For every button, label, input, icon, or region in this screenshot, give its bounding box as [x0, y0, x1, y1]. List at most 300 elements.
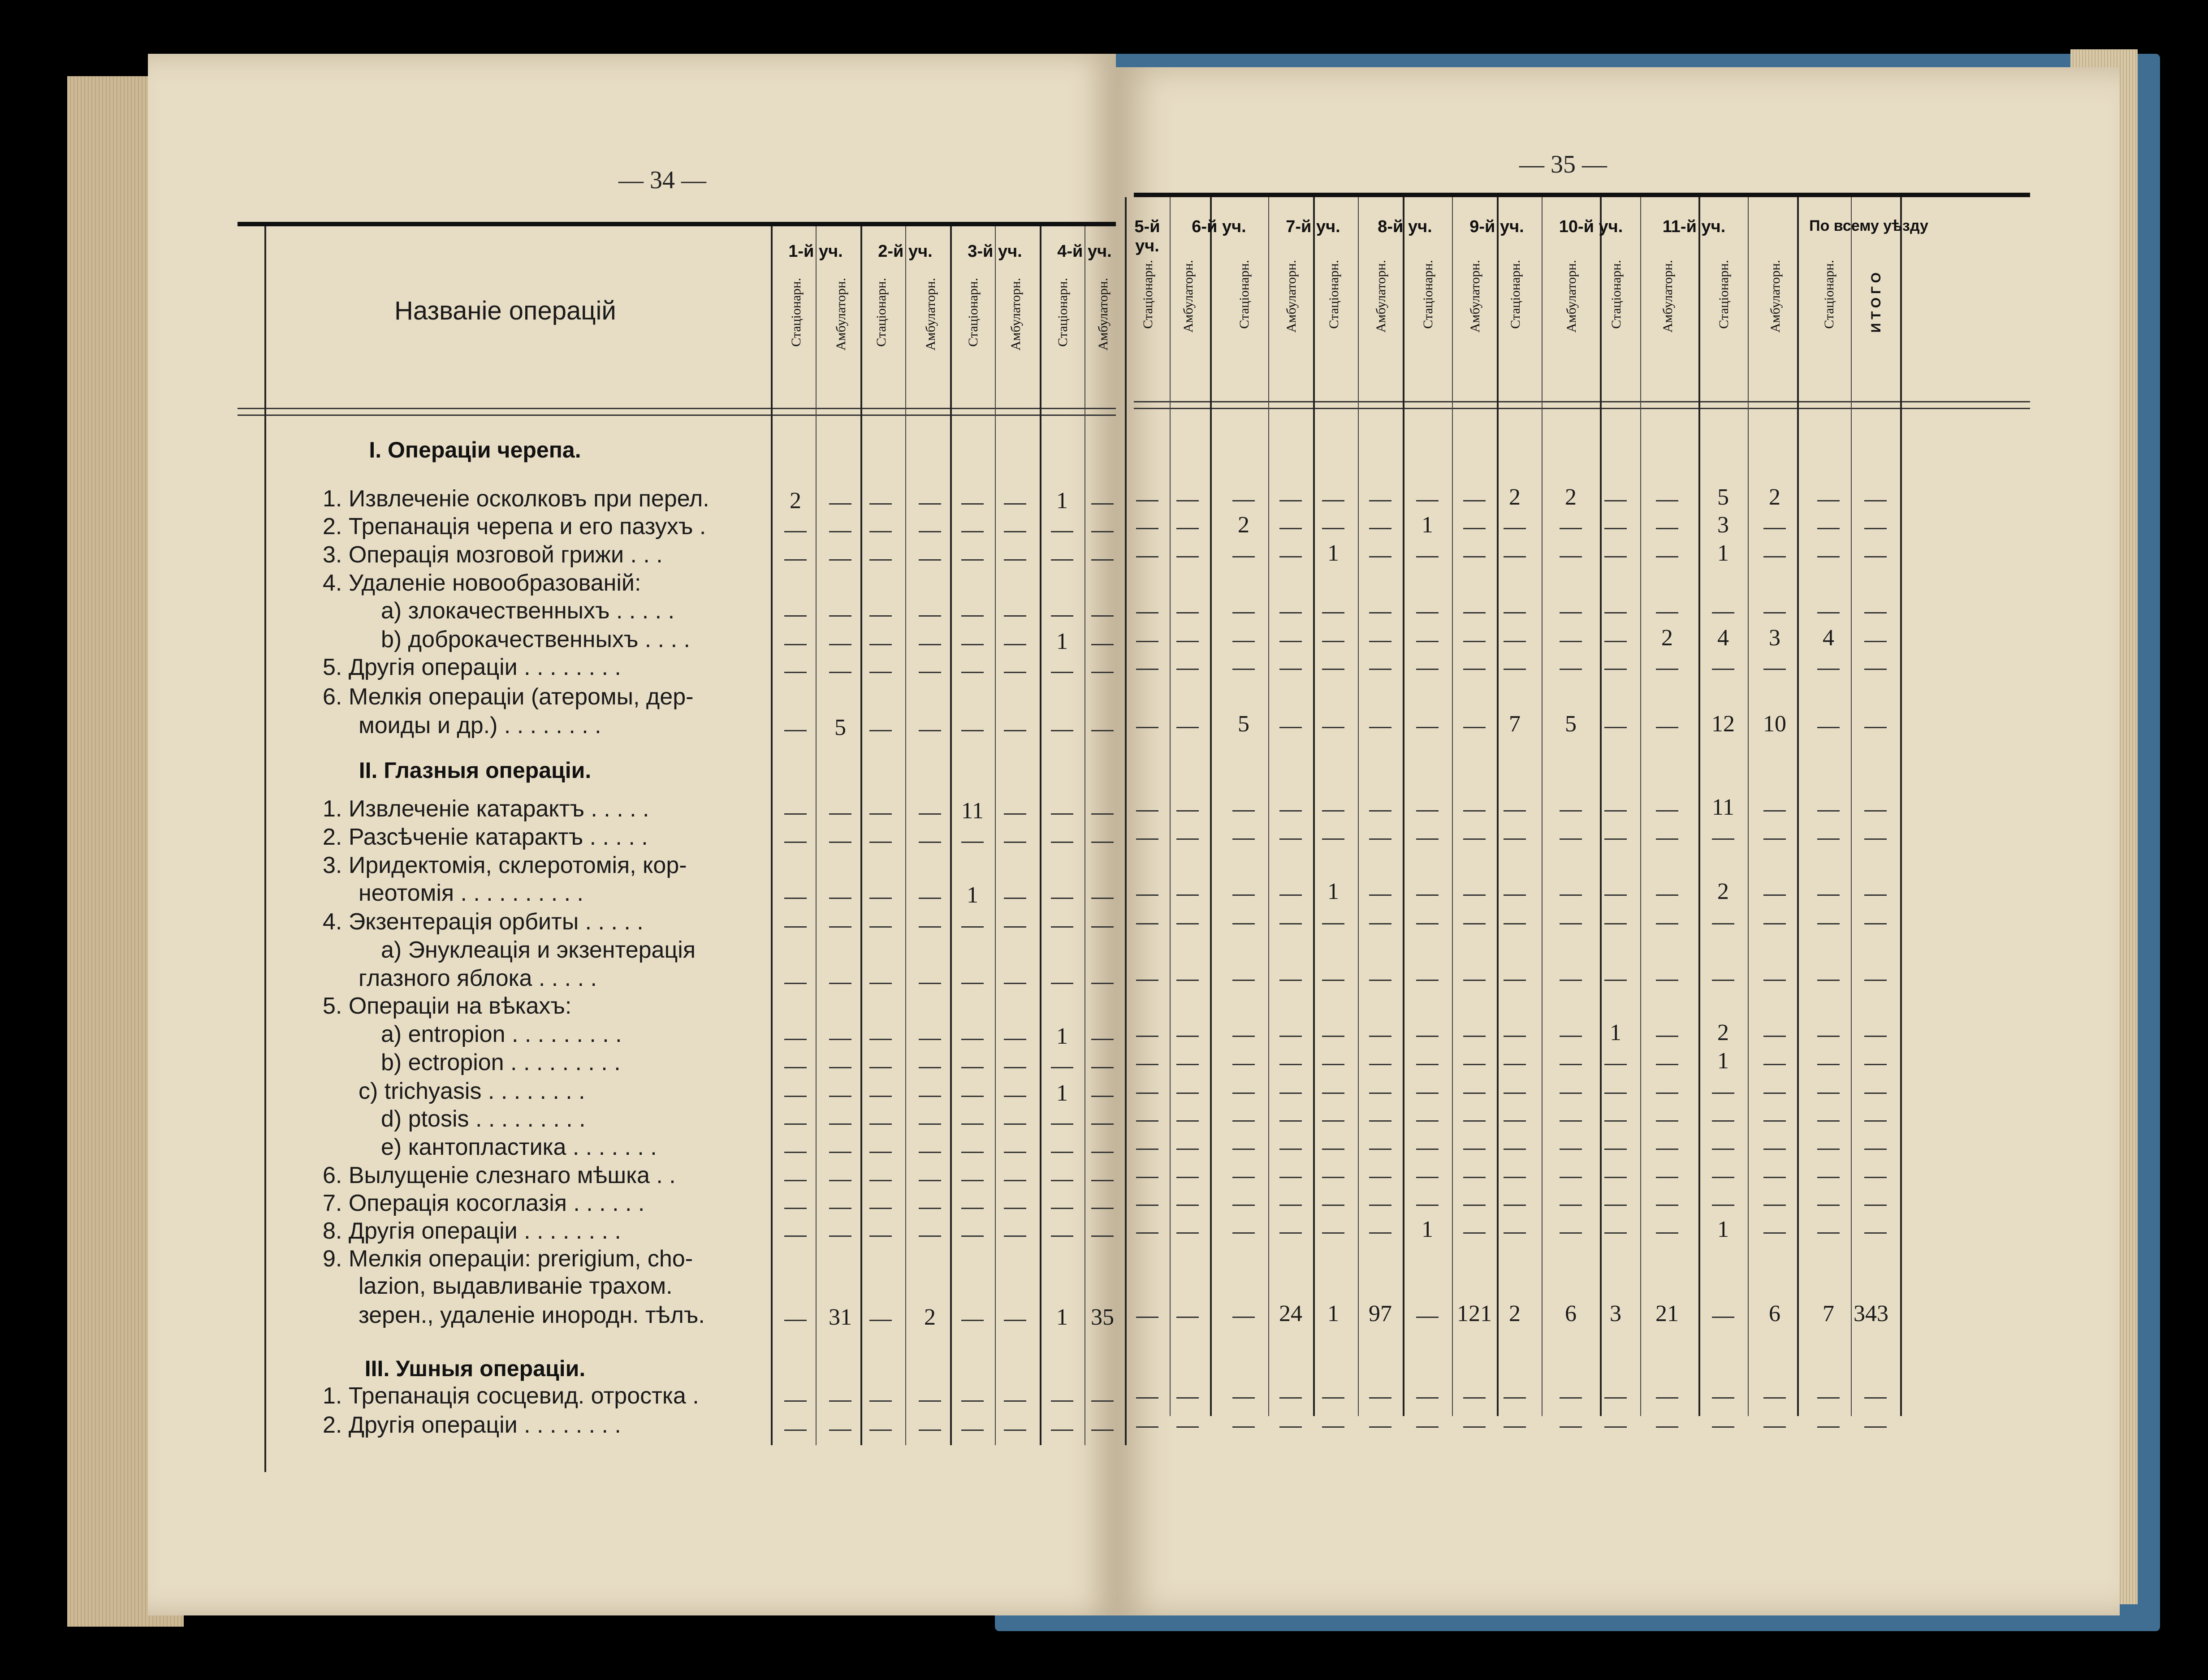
empty-cell — [1560, 1205, 1582, 1206]
empty-cell — [1136, 923, 1158, 924]
empty-cell — [1504, 1036, 1526, 1037]
operation-label: b) доброкачественныхъ . . . . — [381, 626, 690, 652]
empty-cell — [1091, 1430, 1114, 1431]
empty-cell — [919, 926, 941, 928]
empty-cell — [1091, 926, 1114, 928]
data-cell: 1 — [1056, 488, 1068, 514]
empty-cell — [1232, 669, 1255, 670]
empty-cell — [1091, 1400, 1114, 1402]
empty-cell — [1322, 1205, 1344, 1206]
empty-cell — [1232, 1397, 1255, 1399]
empty-cell — [961, 672, 984, 673]
empty-cell — [1051, 983, 1073, 984]
empty-cell — [919, 1067, 941, 1068]
data-cell: 2 — [1769, 484, 1780, 510]
empty-cell — [1604, 1149, 1627, 1150]
empty-cell — [919, 559, 941, 561]
empty-cell — [1604, 528, 1627, 529]
column-rule — [1797, 197, 1799, 1416]
empty-cell — [1864, 1232, 1887, 1234]
empty-cell — [1604, 500, 1627, 501]
empty-cell — [1176, 838, 1199, 840]
empty-cell — [1763, 1205, 1786, 1206]
data-cell: 4 — [1823, 625, 1834, 651]
empty-cell — [1279, 727, 1302, 728]
empty-cell — [1712, 1205, 1734, 1206]
empty-cell — [1232, 1120, 1255, 1122]
empty-cell — [1560, 1397, 1582, 1399]
empty-cell — [1176, 1317, 1199, 1318]
empty-cell — [829, 926, 851, 928]
empty-cell — [1504, 528, 1526, 529]
data-cell: 1 — [1422, 1217, 1433, 1242]
empty-cell — [1322, 641, 1344, 642]
empty-cell — [1463, 1232, 1486, 1234]
district-header: По всему уѣзду — [1809, 217, 1928, 234]
empty-cell — [1817, 1093, 1840, 1094]
data-cell: 1 — [967, 882, 978, 908]
empty-cell — [1416, 1149, 1439, 1150]
empty-cell — [1232, 1426, 1255, 1428]
empty-cell — [1232, 1036, 1255, 1037]
empty-cell — [1763, 1036, 1786, 1037]
column-rule — [1170, 197, 1171, 1416]
empty-cell — [1322, 669, 1344, 670]
empty-cell — [1176, 1177, 1199, 1178]
empty-cell — [1604, 1120, 1627, 1122]
district-header: 11-й уч. — [1662, 217, 1726, 236]
empty-cell — [1176, 641, 1199, 642]
empty-cell — [1176, 556, 1199, 557]
empty-cell — [784, 531, 807, 532]
operation-label: 7. Операція косоглазія . . . . . . — [323, 1190, 645, 1216]
operation-label: а) Энуклеація и экзентерація — [381, 937, 696, 963]
empty-cell — [1864, 556, 1887, 557]
empty-cell — [1560, 1177, 1582, 1178]
operation-label: 9. Мелкія операціи: prerigium, cho- — [323, 1246, 693, 1272]
empty-cell — [1232, 612, 1255, 613]
operation-label: b) ectropion . . . . . . . . . — [381, 1049, 621, 1075]
operation-label: а) entropion . . . . . . . . . — [381, 1021, 622, 1047]
empty-cell — [1091, 1152, 1114, 1153]
empty-cell — [1322, 1177, 1344, 1178]
empty-cell — [784, 898, 807, 899]
empty-cell — [1463, 1093, 1486, 1094]
data-cell: 35 — [1091, 1304, 1114, 1330]
data-cell: 2 — [1717, 879, 1729, 904]
district-header: 2-й уч. — [878, 242, 933, 261]
empty-cell — [1232, 894, 1255, 896]
empty-cell — [919, 1123, 941, 1125]
empty-cell — [1712, 1177, 1734, 1178]
total-cell: 343 — [1854, 1301, 1888, 1326]
empty-cell — [1504, 1093, 1526, 1094]
empty-cell — [1463, 556, 1486, 557]
empty-cell — [1369, 1232, 1391, 1234]
column-rule — [860, 226, 862, 1445]
empty-cell — [1051, 898, 1073, 899]
empty-cell — [869, 1180, 892, 1181]
empty-cell — [1504, 1205, 1526, 1206]
empty-cell — [1416, 641, 1439, 642]
operation-label: с) trichyasis . . . . . . . . — [359, 1078, 585, 1104]
operation-label: 4. Удаленіе новообразованій: — [323, 570, 641, 596]
empty-cell — [1004, 1400, 1026, 1402]
district-header: 8-й уч. — [1378, 217, 1432, 236]
empty-cell — [919, 1208, 941, 1209]
empty-cell — [1279, 1426, 1302, 1428]
operation-label: 2. Трепанація черепа и его пазухъ . — [323, 514, 706, 540]
data-cell: 2 — [790, 488, 801, 514]
ambulatory-label: Амбулаторн. — [1374, 260, 1388, 333]
empty-cell — [1560, 612, 1582, 613]
empty-cell — [1817, 612, 1840, 613]
column-rule — [1358, 197, 1359, 1416]
empty-cell — [1463, 980, 1486, 981]
empty-cell — [829, 1039, 851, 1040]
column-rule — [1210, 197, 1212, 1416]
empty-cell — [1416, 1093, 1439, 1094]
empty-cell — [1560, 894, 1582, 896]
stationary-label: Стаціонарн. — [1716, 260, 1731, 329]
empty-cell — [1763, 1397, 1786, 1399]
empty-cell — [919, 983, 941, 984]
operation-label: d) ptosis . . . . . . . . . — [381, 1106, 586, 1132]
empty-cell — [1763, 612, 1786, 613]
empty-cell — [1051, 1123, 1073, 1125]
empty-cell — [784, 672, 807, 673]
empty-cell — [1712, 1093, 1734, 1094]
empty-cell — [961, 559, 984, 561]
empty-cell — [1763, 923, 1786, 924]
empty-cell — [919, 1152, 941, 1153]
data-cell: 1 — [1422, 512, 1433, 538]
empty-cell — [1817, 1120, 1840, 1122]
empty-cell — [829, 1152, 851, 1153]
empty-cell — [1322, 1397, 1344, 1399]
empty-cell — [1864, 1205, 1887, 1206]
empty-cell — [1712, 1426, 1734, 1428]
empty-cell — [1763, 669, 1786, 670]
empty-cell — [1656, 1120, 1678, 1122]
column-rule — [771, 226, 773, 1445]
empty-cell — [1560, 923, 1582, 924]
operation-label: 1. Извлеченіе осколковъ при перел. — [323, 486, 709, 512]
empty-cell — [1864, 727, 1887, 728]
empty-cell — [1004, 730, 1026, 731]
empty-cell — [1504, 641, 1526, 642]
empty-cell — [1864, 1093, 1887, 1094]
empty-cell — [1051, 531, 1073, 532]
empty-cell — [961, 644, 984, 645]
empty-cell — [869, 1320, 892, 1321]
empty-cell — [1763, 1232, 1786, 1234]
empty-cell — [1604, 838, 1627, 840]
empty-cell — [1322, 1120, 1344, 1122]
empty-cell — [1279, 894, 1302, 896]
empty-cell — [1504, 923, 1526, 924]
district-header: 10-й уч. — [1559, 217, 1623, 236]
empty-cell — [1369, 1064, 1391, 1065]
empty-cell — [1864, 1120, 1887, 1122]
empty-cell — [1763, 810, 1786, 812]
data-cell: 2 — [924, 1304, 936, 1330]
data-cell: 1 — [1056, 1024, 1068, 1049]
data-cell: 21 — [1655, 1301, 1679, 1326]
empty-cell — [1004, 1235, 1026, 1237]
empty-cell — [919, 1180, 941, 1181]
empty-cell — [1763, 528, 1786, 529]
district-header: 5-й уч. — [1134, 217, 1160, 255]
header-rule-2 — [238, 415, 1116, 416]
empty-cell — [1136, 1036, 1158, 1037]
empty-cell — [1176, 669, 1199, 670]
empty-cell — [1656, 1149, 1678, 1150]
empty-cell — [1763, 1426, 1786, 1428]
empty-cell — [1279, 1064, 1302, 1065]
empty-cell — [1763, 1149, 1786, 1150]
empty-cell — [1560, 1093, 1582, 1094]
empty-cell — [1864, 980, 1887, 981]
empty-cell — [1176, 1426, 1199, 1428]
empty-cell — [1817, 556, 1840, 557]
empty-cell — [1136, 669, 1158, 670]
data-cell: 3 — [1717, 512, 1729, 538]
operation-label: 1. Извлеченіе катарактъ . . . . . — [323, 796, 649, 822]
empty-cell — [1369, 556, 1391, 557]
empty-cell — [1416, 1397, 1439, 1399]
empty-cell — [961, 926, 984, 928]
empty-cell — [1463, 528, 1486, 529]
empty-cell — [1604, 923, 1627, 924]
empty-cell — [1604, 669, 1627, 670]
empty-cell — [1504, 669, 1526, 670]
empty-cell — [1004, 926, 1026, 928]
empty-cell — [1322, 1426, 1344, 1428]
empty-cell — [961, 1208, 984, 1209]
stationary-label: Стаціонарн. — [1327, 260, 1341, 329]
column-rule — [1851, 197, 1852, 1416]
empty-cell — [784, 1096, 807, 1097]
empty-cell — [1656, 1093, 1678, 1094]
empty-cell — [1051, 926, 1073, 928]
empty-cell — [869, 503, 892, 505]
data-cell: 5 — [834, 715, 846, 740]
empty-cell — [1817, 1036, 1840, 1037]
empty-cell — [869, 983, 892, 984]
operation-label: 3. Операція мозговой грижи . . . — [323, 542, 663, 568]
empty-cell — [1817, 1232, 1840, 1234]
empty-cell — [784, 1067, 807, 1068]
empty-cell — [1416, 980, 1439, 981]
column-rule — [905, 226, 906, 1445]
column-rule — [1125, 197, 1127, 1416]
empty-cell — [961, 1400, 984, 1402]
empty-cell — [1817, 1064, 1840, 1065]
empty-cell — [1416, 612, 1439, 613]
empty-cell — [1817, 838, 1840, 840]
empty-cell — [1322, 528, 1344, 529]
empty-cell — [1091, 672, 1114, 673]
empty-cell — [869, 926, 892, 928]
empty-cell — [1051, 1400, 1073, 1402]
data-cell: 1 — [1717, 1217, 1729, 1242]
column-rule — [1600, 197, 1602, 1416]
empty-cell — [784, 1123, 807, 1125]
empty-cell — [784, 559, 807, 561]
empty-cell — [1416, 500, 1439, 501]
empty-cell — [1369, 669, 1391, 670]
empty-cell — [1004, 983, 1026, 984]
empty-cell — [1279, 556, 1302, 557]
empty-cell — [1712, 980, 1734, 981]
empty-cell — [1604, 1232, 1627, 1234]
empty-cell — [1864, 612, 1887, 613]
data-cell: 2 — [1717, 1020, 1729, 1045]
empty-cell — [829, 1208, 851, 1209]
empty-cell — [1604, 1426, 1627, 1428]
data-cell: 1 — [1327, 540, 1339, 566]
empty-cell — [1176, 1064, 1199, 1065]
empty-cell — [829, 559, 851, 561]
empty-cell — [1091, 813, 1114, 815]
empty-cell — [1322, 1036, 1344, 1037]
data-cell: 11 — [1711, 795, 1735, 820]
empty-cell — [1656, 556, 1678, 557]
empty-cell — [829, 1235, 851, 1237]
empty-cell — [829, 503, 851, 505]
empty-cell — [1604, 1205, 1627, 1206]
empty-cell — [1136, 1317, 1158, 1318]
empty-cell — [869, 644, 892, 645]
empty-cell — [1817, 669, 1840, 670]
column-rule — [995, 226, 996, 1445]
empty-cell — [1763, 838, 1786, 840]
empty-cell — [1176, 1036, 1199, 1037]
empty-cell — [1463, 923, 1486, 924]
empty-cell — [919, 842, 941, 843]
empty-cell — [1091, 531, 1114, 532]
empty-cell — [919, 615, 941, 617]
empty-cell — [1279, 500, 1302, 501]
empty-cell — [1176, 528, 1199, 529]
empty-cell — [1864, 1177, 1887, 1178]
data-cell: 3 — [1610, 1301, 1621, 1326]
empty-cell — [1176, 810, 1199, 812]
empty-cell — [1136, 894, 1158, 896]
empty-cell — [1560, 1426, 1582, 1428]
empty-cell — [1864, 1064, 1887, 1065]
empty-cell — [869, 1235, 892, 1237]
data-cell: 121 — [1457, 1301, 1492, 1326]
column-rule — [950, 226, 952, 1445]
empty-cell — [1004, 503, 1026, 505]
empty-cell — [919, 503, 941, 505]
empty-cell — [1604, 1093, 1627, 1094]
empty-cell — [1656, 1177, 1678, 1178]
empty-cell — [1004, 1039, 1026, 1040]
column-rule — [1268, 197, 1269, 1416]
empty-cell — [1504, 612, 1526, 613]
empty-cell — [1416, 1120, 1439, 1122]
data-cell: 1 — [1056, 1080, 1068, 1106]
empty-cell — [1136, 1177, 1158, 1178]
empty-cell — [1864, 641, 1887, 642]
empty-cell — [961, 1096, 984, 1097]
empty-cell — [784, 1400, 807, 1402]
empty-cell — [1176, 1149, 1199, 1150]
operation-label: 4. Экзентерація орбиты . . . . . — [323, 909, 644, 935]
empty-cell — [1232, 1205, 1255, 1206]
empty-cell — [1004, 1123, 1026, 1125]
empty-cell — [961, 983, 984, 984]
data-cell: 2 — [1509, 484, 1521, 510]
empty-cell — [1864, 894, 1887, 896]
data-cell: 7 — [1823, 1301, 1834, 1326]
empty-cell — [1176, 1397, 1199, 1399]
empty-cell — [1004, 1430, 1026, 1431]
empty-cell — [1279, 1205, 1302, 1206]
empty-cell — [1504, 1397, 1526, 1399]
data-cell: 31 — [829, 1304, 852, 1330]
empty-cell — [1560, 1036, 1582, 1037]
empty-cell — [1656, 980, 1678, 981]
empty-cell — [961, 1430, 984, 1431]
empty-cell — [1416, 1036, 1439, 1037]
empty-cell — [1560, 810, 1582, 812]
data-cell: 1 — [1056, 629, 1068, 654]
empty-cell — [829, 615, 851, 617]
empty-cell — [1656, 894, 1678, 896]
column-rule — [1900, 197, 1902, 1416]
empty-cell — [1817, 727, 1840, 728]
empty-cell — [1416, 727, 1439, 728]
empty-cell — [1051, 730, 1073, 731]
empty-cell — [1091, 1235, 1114, 1237]
empty-cell — [1136, 1397, 1158, 1399]
empty-cell — [1004, 1320, 1026, 1321]
empty-cell — [1136, 612, 1158, 613]
empty-cell — [961, 1235, 984, 1237]
total-label: ИТОГО — [1869, 269, 1884, 333]
empty-cell — [1136, 1093, 1158, 1094]
page-number: — 34 — — [618, 166, 706, 194]
empty-cell — [1091, 730, 1114, 731]
empty-cell — [1817, 894, 1840, 896]
empty-cell — [829, 1400, 851, 1402]
data-cell: 2 — [1565, 484, 1577, 510]
empty-cell — [1416, 1426, 1439, 1428]
operation-label: 3. Иридектомія, склеротомія, кор- — [323, 852, 687, 878]
ambulatory-label: Амбулаторн. — [1660, 260, 1675, 333]
empty-cell — [1712, 923, 1734, 924]
empty-cell — [1232, 1232, 1255, 1234]
empty-cell — [1463, 838, 1486, 840]
empty-cell — [829, 1067, 851, 1068]
empty-cell — [1604, 1177, 1627, 1178]
empty-cell — [1656, 727, 1678, 728]
empty-cell — [829, 531, 851, 532]
empty-cell — [1817, 1426, 1840, 1428]
empty-cell — [1864, 669, 1887, 670]
column-rule — [1640, 197, 1641, 1416]
empty-cell — [1091, 842, 1114, 843]
district-header: 7-й уч. — [1286, 217, 1340, 236]
empty-cell — [869, 813, 892, 815]
empty-cell — [1604, 894, 1627, 896]
empty-cell — [1279, 612, 1302, 613]
empty-cell — [1463, 810, 1486, 812]
